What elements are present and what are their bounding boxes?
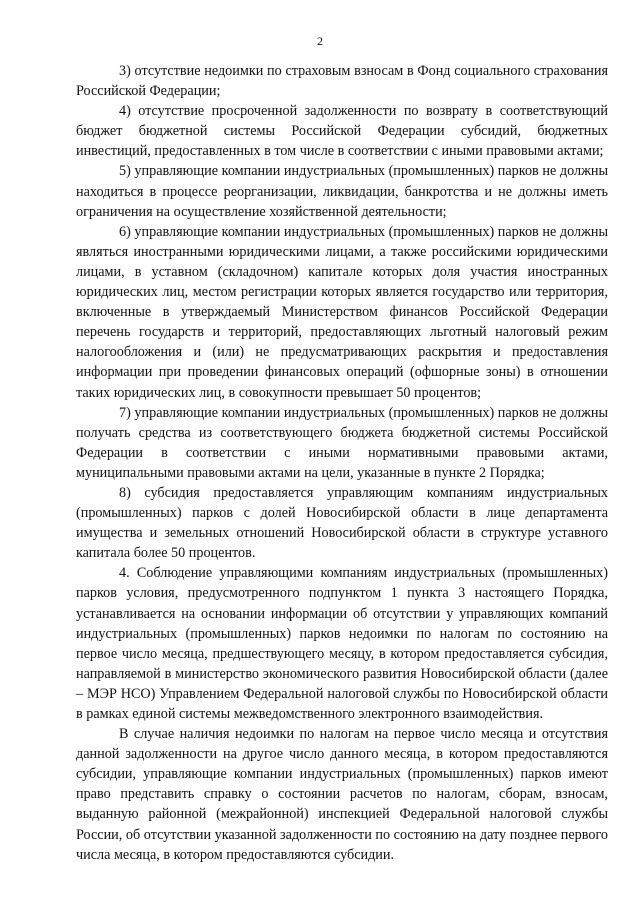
- paragraph-item-8: 8) субсидия предоставляется управляющим компаниям индустриальных (промышленных) парков с долей Новосибирской области в лице департамента имущества и земельных отношений Новосибирской области в структуре уставного капитала более 50 процентов.: [76, 484, 608, 562]
- paragraph-item-6: 6) управляющие компании индустриальных (промышленных) парков не должны являться иностранными юридическими лицами, а также российскими юридическими лицами, в уставном (складочном) капитале которых доля участия иностранных юридических лиц, местом регистрации которых является государство или территория, включенные в утверждаемый Министерством финансов Российской Федерации перечень государств и территорий, предоставляющих льготный налоговый режим налогообложения и (или) не предусматривающих раскрытия и предоставления информации при проведении финансовых операций (офшорные зоны) в отношении таких юридических лиц, в совокупности превышает 50 процентов;: [76, 223, 608, 401]
- paragraph-clause-4: 4. Соблюдение управляющими компаниям индустриальных (промышленных) парков условия, предусмотренного подпунктом 1 пункта 3 настоящего Порядка, устанавливается на основании информации об отсутствии у управляющих компаний индустриальных (промышленных) парков недоимки по налогам по состоянию на первое число месяца, предшествующего месяцу, в котором предоставляется субсидия, направляемой в министерство экономического развития Новосибирской области (далее – МЭР НСО) Управлением Федеральной налоговой службы по Новосибирской области в рамках единой системы межведомственного электронного взаимодействия.: [76, 565, 608, 722]
- document-body: [76, 61, 608, 865]
- paragraph-item-5: 5) управляющие компании индустриальных (промышленных) парков не должны находиться в процессе реорганизации, ликвидации, банкротства и не должны иметь ограничения на осуществление хозяйственной деятельности;: [76, 163, 608, 220]
- page-number: 2: [317, 34, 323, 48]
- paragraph-item-4: 4) отсутствие просроченной задолженности по возврату в соответствующий бюджет бюджетной системы Российской Федерации субсидий, бюджетных инвестиций, предоставленных в том числе в соответствии с иными правовыми актами;: [76, 103, 608, 160]
- paragraph-item-7: 7) управляющие компании индустриальных (промышленных) парков не должны получать средства из соответствующего бюджета бюджетной системы Российской Федерации в соответствии с иными нормативными правовыми актами, муниципальными правовыми актами на цели, указанные в пункте 2 Порядка;: [76, 404, 608, 481]
- paragraph-item-3: 3) отсутствие недоимки по страховым взносам в Фонд социального страхования Российской Федерации;: [76, 63, 608, 100]
- paragraph-arrears-case: В случае наличия недоимки по налогам на первое число месяца и отсутствия данной задолженности на другое число данного месяца, в котором предоставляются субсидии, управляющие компании индустриальных (промышленных) парков имеют право представить справку о состоянии расчетов по налогам, сборам, взносам, выданную районной (межрайонной) инспекцией Федеральной налоговой службы России, об отсутствии указанной задолженности по состоянию на дату позднее первого числа месяца, в котором предоставляются субсидии.: [76, 726, 608, 863]
